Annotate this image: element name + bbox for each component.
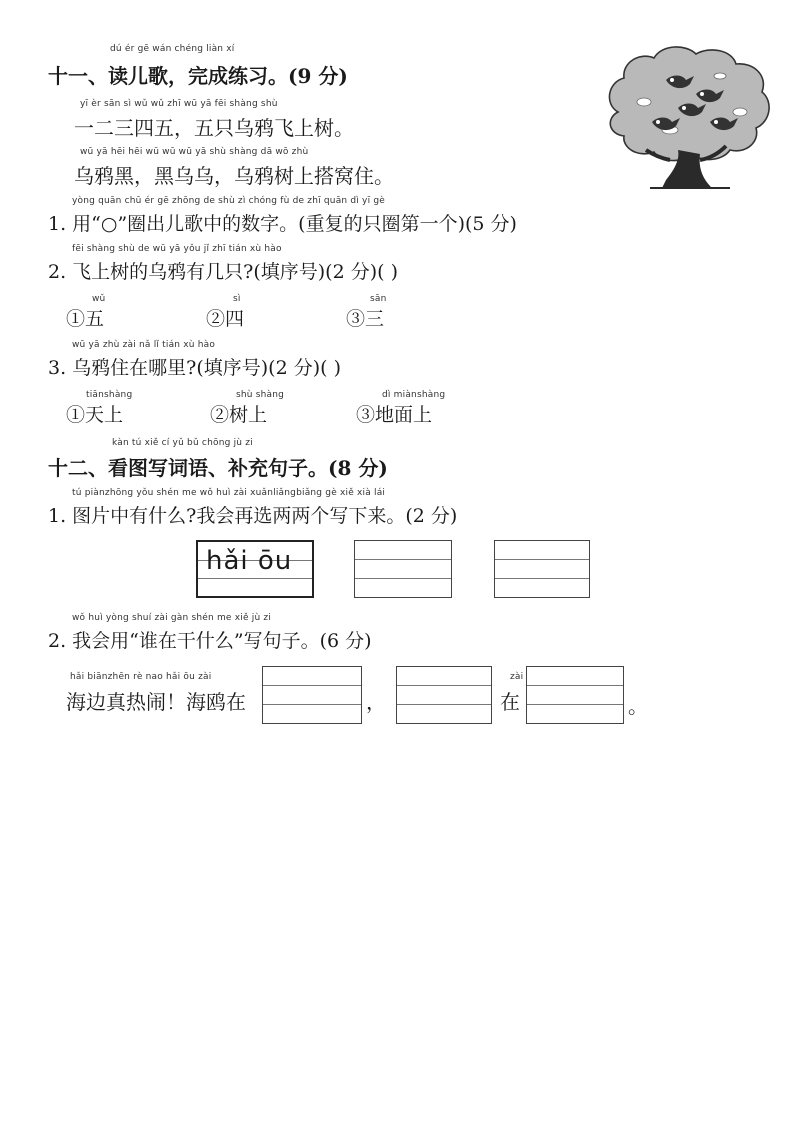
q3-option-a[interactable]: ①天上 [66, 404, 124, 426]
q3-text: 3. 乌鸦住在哪里?(填序号)(2 分)( ) [48, 357, 341, 379]
q3-option-b-pinyin: shù shàng [236, 390, 285, 400]
s12-q1-text: 1. 图片中有什么?我会再选两两个写下来。(2 分) [48, 505, 458, 527]
section12-title: 十二、看图写词语、补充句子。(8 分) [48, 456, 388, 480]
answer-box-word-1[interactable] [354, 540, 452, 598]
poem-line1-pinyin: yī èr sān sì wǔ wǔ zhī wū yā fēi shàng shù [80, 99, 278, 109]
section12-title-pinyin: kàn tú xiě cí yǔ bǔ chōng jù zi [112, 438, 253, 448]
s12-q2-text: 2. 我会用“谁在干什么”写句子。(6 分) [48, 630, 372, 652]
q3-option-c-pinyin: dì miànshàng [382, 390, 446, 400]
q2-option-c[interactable]: ③三 [346, 308, 385, 330]
section11-title: 十一、读儿歌，完成练习。(9 分) [48, 64, 348, 88]
sentence-box-who[interactable] [262, 666, 362, 724]
q2-text: 2. 飞上树的乌鸦有几只?(填序号)(2 分)( ) [48, 261, 398, 283]
q1-pinyin: yòng quān chū ér gē zhōng de shù zì chóng fù de zhī quān dì yī gè [72, 196, 385, 206]
zai-char: 在 [500, 690, 520, 714]
s12-q2-pinyin: wǒ huì yòng shuí zài gàn shén me xiě jù zi [72, 613, 272, 623]
s12-q1-pinyin: tú piànzhōng yǒu shén me wǒ huì zài xuǎnliǎngbiǎng gè xiě xià lái [72, 488, 386, 498]
poem-line2-pinyin: wū yā hēi hēi wū wū wū yā shù shàng dā wō zhù [80, 147, 309, 157]
poem-line2: 乌鸦黑，黑乌乌，乌鸦树上搭窝住。 [74, 164, 394, 188]
q2-option-a-pinyin: wǔ [92, 294, 106, 304]
q2-option-a[interactable]: ①五 [66, 308, 105, 330]
sentence-pinyin: hǎi biānzhēn rè nao hǎi ōu zài [70, 672, 212, 682]
answer-box-word-2[interactable] [494, 540, 590, 598]
q3-option-c[interactable]: ③地面上 [356, 404, 433, 426]
q3-option-a-pinyin: tiānshàng [86, 390, 133, 400]
sentence-box-subject[interactable] [396, 666, 492, 724]
sentence-start: 海边真热闹！海鸥在 [66, 690, 246, 714]
q3-pinyin: wū yā zhù zài nǎ lǐ tián xù hào [72, 340, 216, 350]
q1-text: 1. 用“○”圈出儿歌中的数字。(重复的只圈第一个)(5 分) [48, 213, 517, 235]
section11-title-pinyin: dú ér gē wán chéng liàn xí [110, 44, 235, 54]
sentence-box-action[interactable] [526, 666, 624, 724]
q2-option-b-pinyin: sì [233, 294, 241, 304]
q3-option-b[interactable]: ②树上 [210, 404, 268, 426]
sentence-end: 。 [628, 694, 648, 718]
zai-pinyin: zài [510, 672, 524, 682]
tree-with-crows-illustration [600, 42, 775, 190]
q2-option-b[interactable]: ②四 [206, 308, 245, 330]
answer-box-example [196, 540, 314, 598]
q2-pinyin: fēi shàng shù de wū yā yǒu jǐ zhī tián xù hào [72, 244, 282, 254]
poem-line1: 一二三四五，五只乌鸦飞上树。 [74, 116, 354, 140]
sentence-comma: ， [366, 690, 386, 714]
example-hint-pinyin: hǎi ōu [206, 546, 293, 576]
q2-option-c-pinyin: sān [370, 294, 387, 304]
